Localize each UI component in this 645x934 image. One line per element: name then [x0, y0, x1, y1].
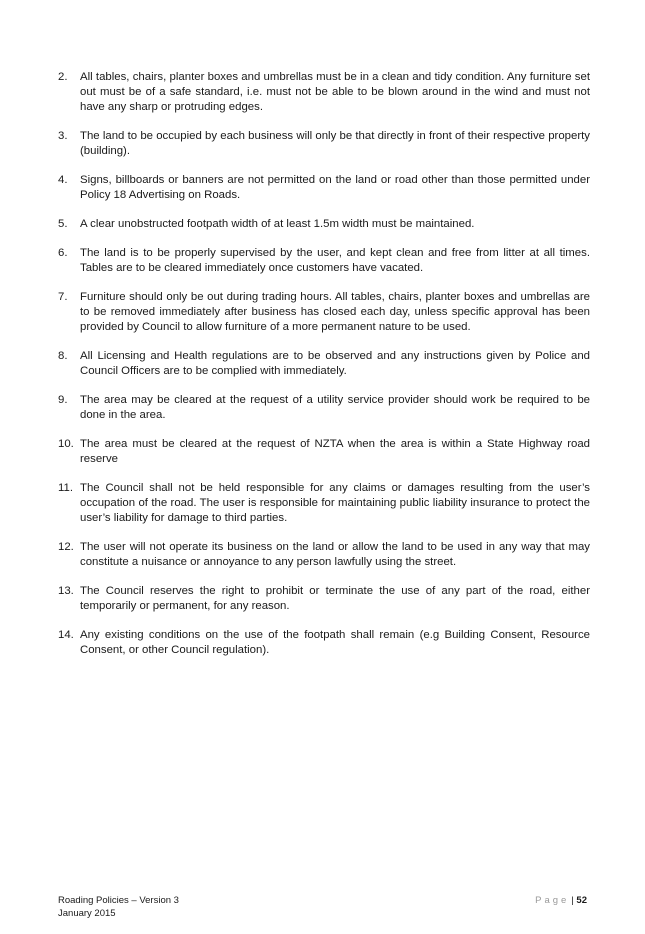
footer-page-indicator [535, 894, 587, 907]
item-number: 12. [58, 541, 74, 553]
item-text: The area must be cleared at the request of NZTA when the area is within a State Highway road reserve [80, 438, 590, 465]
list-item [58, 290, 590, 335]
item-number: 2. [58, 71, 68, 83]
item-number: 7. [58, 291, 68, 303]
list-item [58, 584, 590, 614]
item-text: Furniture should only be out during trading hours. All tables, chairs, planter boxes and umbrellas are to be removed immediately after business has closed each day, unless specific approval has been provided by Council to allow furniture of a more permanent nature to be used. [80, 291, 590, 333]
item-number: 8. [58, 350, 68, 362]
item-text: All tables, chairs, planter boxes and umbrellas must be in a clean and tidy condition. Any furniture set out must be of a safe standard, i.e. must not be able to be blown around in the wind and must not have any sharp or protruding edges. [80, 71, 590, 113]
item-text: All Licensing and Health regulations are to be observed and any instructions given by Police and Council Officers are to be complied with immediately. [80, 350, 590, 377]
item-number: 13. [58, 585, 74, 597]
item-text: Signs, billboards or banners are not permitted on the land or road other than those permitted under Policy 18 Advertising on Roads. [80, 174, 590, 201]
page-label: Page [535, 895, 570, 906]
item-text: The area may be cleared at the request of a utility service provider should work be required to be done in the area. [80, 394, 590, 421]
item-text: The Council reserves the right to prohibit or terminate the use of any part of the road, either temporarily or permanent, for any reason. [80, 585, 590, 612]
item-number: 3. [58, 130, 68, 142]
item-text: A clear unobstructed footpath width of at least 1.5m width must be maintained. [80, 218, 475, 230]
page-separator: | [571, 895, 574, 906]
item-number: 4. [58, 174, 68, 186]
item-text: Any existing conditions on the use of the footpath shall remain (e.g Building Consent, Resource Consent, or other Council regulation). [80, 629, 590, 656]
item-number: 14. [58, 629, 74, 641]
list-item [58, 437, 590, 467]
list-item [58, 540, 590, 570]
item-number: 6. [58, 247, 68, 259]
item-number: 11. [58, 482, 73, 494]
list-item [58, 173, 590, 203]
item-text: The Council shall not be held responsible for any claims or damages resulting from the user’s occupation of the road. The user is responsible for maintaining public liability insurance to protect the user’s liability for damage to third parties. [80, 482, 590, 524]
item-text: The user will not operate its business on the land or allow the land to be used in any way that may constitute a nuisance or annoyance to any person lawfully using the street. [80, 541, 590, 568]
item-number: 10. [58, 438, 74, 450]
conditions-list [58, 70, 590, 672]
list-item [58, 481, 590, 526]
list-item [58, 628, 590, 658]
list-item [58, 129, 590, 159]
item-number: 9. [58, 394, 68, 406]
footer-date: January 2015 [58, 908, 116, 919]
list-item [58, 246, 590, 276]
footer-doc-title: Roading Policies – Version 3 [58, 895, 179, 906]
list-item [58, 393, 590, 423]
list-item [58, 217, 590, 232]
item-text: The land to be occupied by each business will only be that directly in front of their respective property (building). [80, 130, 590, 157]
footer-document-info [58, 894, 179, 920]
list-item [58, 70, 590, 115]
list-item [58, 349, 590, 379]
item-text: The land is to be properly supervised by the user, and kept clean and free from litter at all times. Tables are to be cleared immediately once customers have vacated. [80, 247, 590, 274]
item-number: 5. [58, 218, 68, 230]
page-number: 52 [576, 895, 587, 906]
